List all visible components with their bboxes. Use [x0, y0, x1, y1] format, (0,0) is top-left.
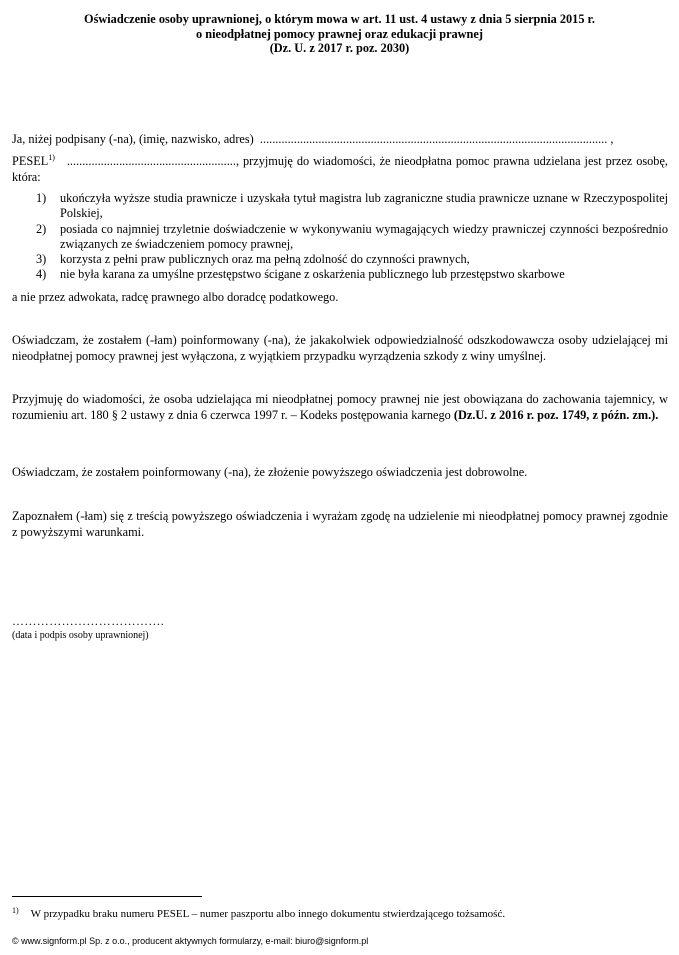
list-item-text: korzysta z pełni praw publicznych oraz ma pełną zdolność do czynności prawnych,	[60, 252, 470, 267]
confidentiality-reference: (Dz.U. z 2016 r. poz. 1749, z późn. zm.).	[453, 408, 659, 422]
pesel-label: PESEL	[12, 154, 49, 168]
liability-statement: Oświadczam, że zostałem (-łam) poinformowany (-na), że jakakolwiek odpowiedzialność odszkodowawcza osoby udzielającej mi nieodpłatnej pomocy prawnej jest wyłączona, z wyjątkiem przypadku wyrządzenia szkody z winy umyślnej.	[12, 333, 668, 363]
name-fill-field[interactable]: ................................................................................................................. ,	[259, 132, 614, 146]
conditions-list	[12, 191, 668, 283]
list-item	[12, 191, 668, 222]
title-line-2: o nieodpłatnej pomocy prawnej oraz edukacji prawnej	[196, 26, 483, 41]
list-item	[12, 252, 668, 267]
signature-caption: (data i podpis osoby uprawnionej)	[12, 630, 149, 641]
list-item-number: 4)	[36, 267, 47, 282]
list-item-text: nie była karana za umyślne przestępstwo ścigane z oskarżenia publicznego lub przestępstwo skarbowe	[60, 267, 565, 282]
name-line	[12, 131, 668, 147]
footnote	[12, 906, 505, 920]
list-item	[12, 222, 668, 253]
document-title	[20, 12, 659, 56]
consent-statement: Zapoznałem (-łam) się z treścią powyższego oświadczenia i wyrażam zgodę na udzielenie mi nieodpłatnej pomocy prawnej zgodnie z powyższymi warunkami.	[12, 509, 668, 539]
list-item-number: 2)	[36, 221, 47, 236]
footnote-text: W przypadku braku numeru PESEL – numer paszportu albo innego dokumentu stwierdzającego tożsamość.	[30, 908, 506, 920]
pesel-paragraph: PESEL$^{1)}$ ......................................................., przyjmuję do wiadomości, że nieodpłatna pomoc prawna udzielana jest przez osobę, która:	[12, 153, 668, 184]
list-item-text: ukończyła wyższe studia prawnicze i uzyskała tytuł magistra lub zagraniczne studia prawnicze uznane w Rzeczypospolitej Polskiej,	[60, 191, 668, 221]
title-line-1: Oświadczenie osoby uprawnionej, o którym mowa w art. 11 ust. 4 ustawy z dnia 5 sierpnia 2015 r.	[84, 12, 595, 26]
title-line-3: (Dz. U. z 2017 r. poz. 2030)	[269, 41, 410, 55]
name-label: Ja, niżej podpisany (-na), (imię, nazwisko, adres)	[12, 132, 254, 146]
footnote-mark: 1)	[12, 906, 19, 915]
conditions-tail: a nie przez adwokata, radcę prawnego albo doradcę podatkowego.	[12, 290, 339, 304]
list-item	[12, 267, 668, 282]
voluntary-statement: Oświadczam, że zostałem poinformowany (-na), że złożenie powyższego oświadczenia jest dobrowolne.	[12, 465, 528, 479]
confidentiality-text: Przyjmuję do wiadomości, że osoba udzielająca mi nieodpłatnej pomocy prawnej nie jest obowiązana do zachowania tajemnicy, w rozumieniu art. 180 § 2 ustawy z dnia 6 czerwca 1997 r. – Kodeks postępowania karnego	[12, 392, 668, 422]
page-footer: © www.signform.pl Sp. z o.o., producent aktywnych formularzy, e-mail: biuro@signform.pl	[12, 936, 369, 946]
list-item-text: posiada co najmniej trzyletnie doświadczenie w wykonywaniu wymagających wiedzy prawniczej czynności bezpośrednio związanych ze świadczeniem pomocy prawnej,	[60, 221, 668, 251]
pesel-footnote-ref: 1)	[48, 153, 55, 162]
confidentiality-statement	[12, 391, 668, 423]
list-item-number: 1)	[36, 191, 47, 205]
signature-field[interactable]: ……………………………….	[12, 614, 165, 628]
list-item-number: 3)	[36, 252, 47, 267]
pesel-fill-field[interactable]: .......................................................	[66, 154, 236, 168]
pesel-text: przyjmuję do wiadomości, że nieodpłatna pomoc prawna udzielana jest przez osobę, która:	[12, 154, 668, 184]
footnote-divider	[12, 896, 202, 897]
